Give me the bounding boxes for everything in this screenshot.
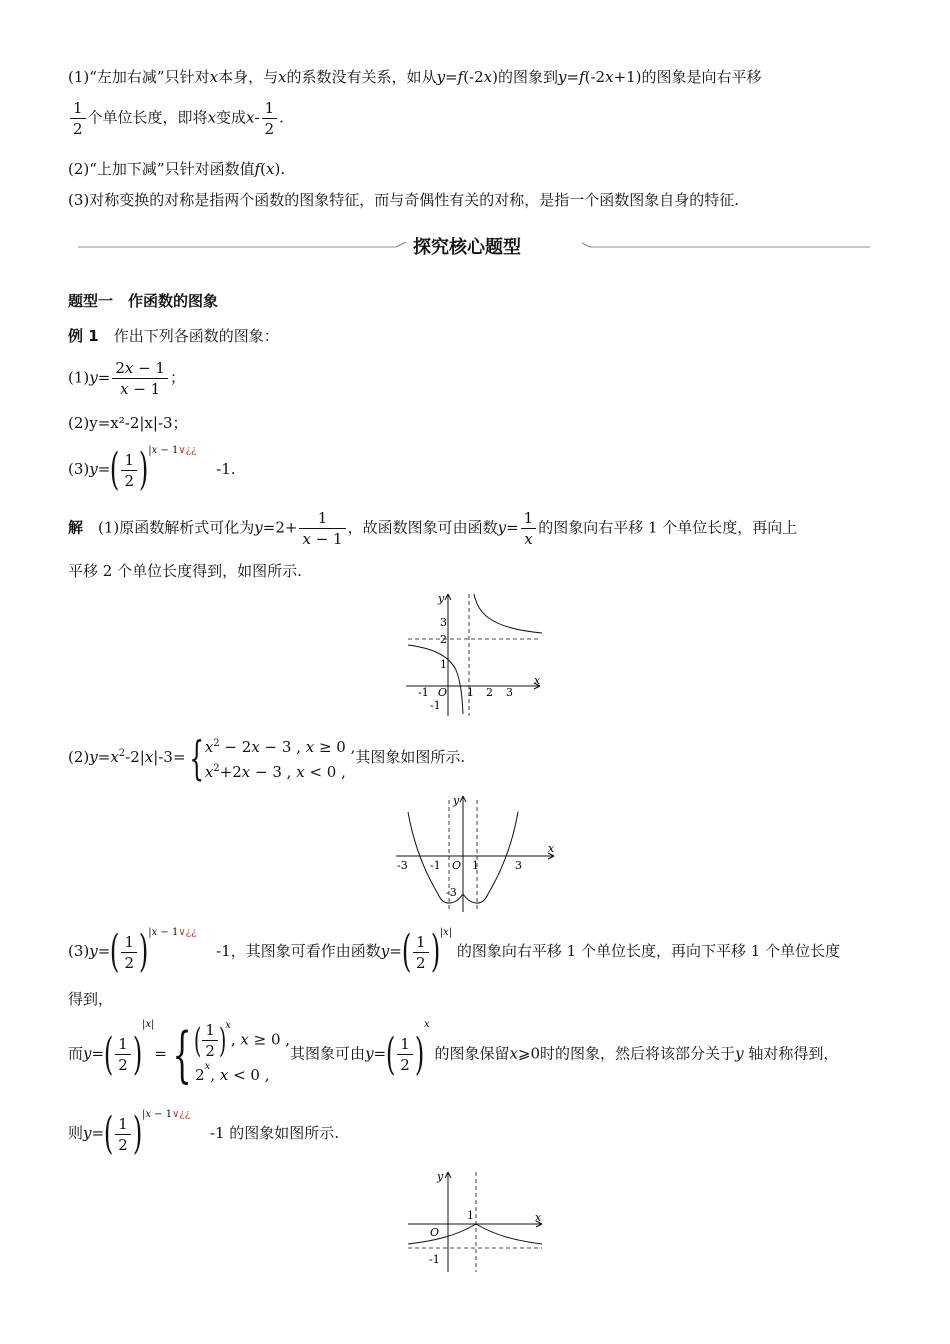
solution-1-line-2: 平移 2 个单位长度得到，如图所示. xyxy=(68,562,302,580)
graph-3-x-label: x xyxy=(535,1211,542,1224)
graph-2-tick: 1 xyxy=(472,859,479,872)
graph-3-tick: -1 xyxy=(429,1253,440,1266)
solution-2: $(2)y=x^2-2|x|-3=${ $x^2 - 2x - 3$ , x ≥ 0 , $x^2+2x - 3$ , x < 0 , 其图象如图所示. xyxy=(68,731,466,785)
graph-3 xyxy=(404,1166,549,1276)
graph-1-tick: 2 xyxy=(486,686,493,699)
note-2: (2)“上加下减”只针对函数值f(x). xyxy=(68,160,286,178)
graph-2-tick: -3 xyxy=(397,859,408,872)
graph-1-origin: O xyxy=(438,686,448,699)
example-item-1: (1)y= $\frac{2x - 1}{x - 1}$ ； xyxy=(68,359,185,398)
graph-1-tick: 1 xyxy=(440,658,447,671)
graph-1-tick: 2 xyxy=(440,633,447,646)
graph-2 xyxy=(392,790,562,915)
graph-1-right-branch xyxy=(474,594,542,633)
graph-2-x-label: x xyxy=(548,842,555,855)
graph-1 xyxy=(400,588,550,718)
solution-3-line-3: 而y=( $\frac{1}{2}$ )$^{|x|}$={ ( $\frac{1}{2}$ )$^x$, x ≥ 0 , 2$^x$, x < 0 , 其图象可由y=( $\frac{1}{2}$ )$^x$ 的图象保留x⩾0时的图象，然后将该部分关于y 轴对称得到， xyxy=(68,1019,839,1090)
example-item-3: (3)y=( $\frac{1}{2}$ )$^{|x - 1\vee¿¿}$ -1. xyxy=(68,444,236,495)
graph-2-tick: 3 xyxy=(515,859,522,872)
graph-1-tick: -1 xyxy=(418,686,429,699)
graph-3-origin: O xyxy=(430,1226,440,1239)
note-3: (3)对称变换的对称是指两个函数的图象特征，而与奇偶性有关的对称，是指一个函数图象自身的特征. xyxy=(68,191,740,209)
graph-2-y-label: y xyxy=(453,794,460,807)
example-prompt: 例 1 作出下列各函数的图象： xyxy=(68,327,279,345)
topic-heading: 题型一 作函数的图象 xyxy=(68,292,219,310)
graph-3-y-label: y xyxy=(437,1170,444,1183)
graph-1-tick: -1 xyxy=(430,699,441,712)
graph-1-y-label: y xyxy=(438,592,445,605)
graph-3-left-branch xyxy=(408,1224,476,1244)
graph-2-tick: -3 xyxy=(446,886,457,899)
graph-1-tick: 3 xyxy=(440,616,447,629)
solution-3-line-4: 则y=( $\frac{1}{2}$ )$^{|x - 1\vee¿¿}$ -1 的图象如图所示. xyxy=(68,1108,340,1159)
graph-2-tick: -1 xyxy=(430,859,441,872)
example-item-2: (2)y=x²-2|x|-3； xyxy=(68,414,188,432)
graph-3-tick: 1 xyxy=(467,1209,474,1222)
graph-3-right-branch xyxy=(476,1224,542,1244)
graph-2-origin: O xyxy=(452,859,462,872)
graph-2-right-branch xyxy=(463,812,518,903)
note-1-line-1: (1)“左加右减”只针对x本身，与x的系数没有关系，如从y=f(-2x)的图象到y=f(-2x+1)的图象是向右平移 xyxy=(68,68,762,86)
solution-3-line-1: (3)y=( $\frac{1}{2}$ )$^{|x - 1\vee¿¿}$ -1，其图象可看作由函数y=( $\frac{1}{2}$ )$^{|x|}$ 的图象向右平移 1 个单位长度，再向下平移 1 个单位长度 xyxy=(68,926,841,977)
section-title: 探究核心题型 xyxy=(413,237,521,258)
solution-3-line-2: 得到， xyxy=(68,990,114,1008)
graph-1-tick: 3 xyxy=(506,686,513,699)
solution-1-line-1: 解 (1)原函数解析式可化为y=2+ $\frac{1}{x - 1}$ ，故函数图象可由函数y= $\frac{1}{x}$ 的图象向右平移 1 个单位长度，再向上 xyxy=(68,509,798,548)
note-1-line-2: $\frac{1}{2}$ 个单位长度，即将x变成x- $\frac{1}{2}$ . xyxy=(68,98,284,139)
graph-1-tick: 1 xyxy=(467,686,474,699)
graph-1-x-label: x xyxy=(534,674,541,687)
